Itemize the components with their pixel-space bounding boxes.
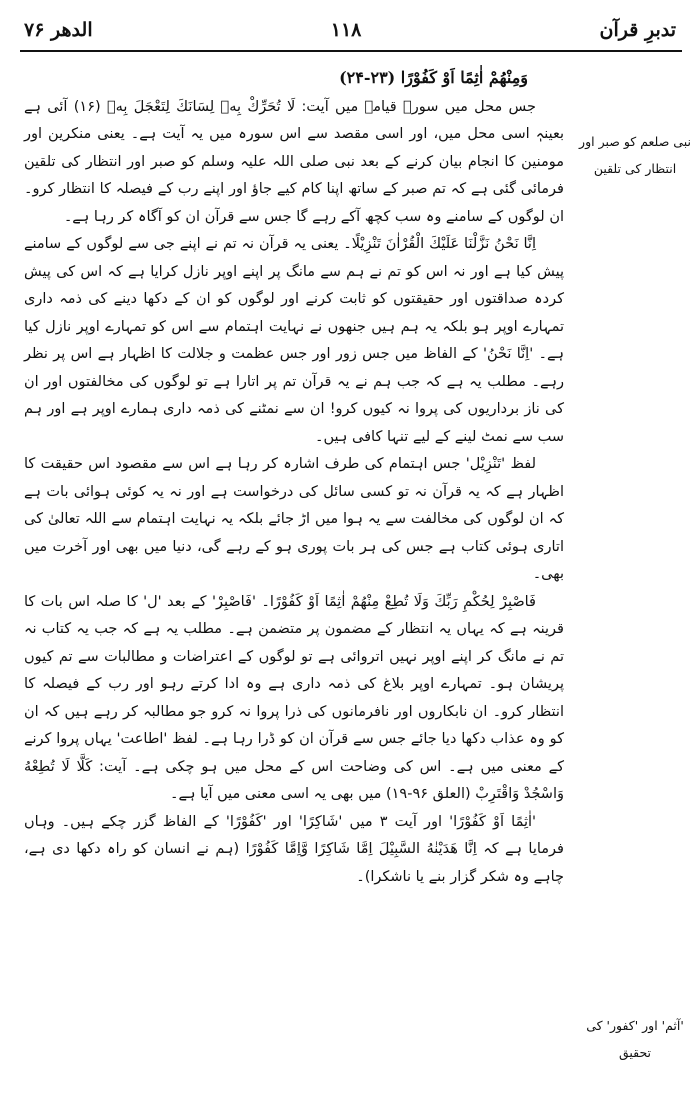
margin-notes — [576, 0, 694, 1107]
margin-note-patience: نبی صلعم کو صبر اور انتظار کی تلقین — [579, 134, 691, 176]
paragraph-3: لفظ 'تَنْزِيْل' جس اہتمام کی طرف اشارہ کر رہا ہے اس سے مقصود اس حقیقت کا اظہار ہے کہ یہ قرآن نہ تو کسی سائل کی درخواست ہے اور نہ یہ کوئی ہوائی بات ہے کہ ان لوگوں کی مخالفت سے یہ ہوا میں اڑ جائے بلکہ یہ نہایت اہتمام سے اللہ تعالیٰ کی اتاری ہوئی کتاب ہے جس کی ہر بات پوری ہو کے رہے گی، دنیا میں بھی اور آخرت میں بھی۔ — [24, 456, 564, 582]
margin-note-athim-kafur: 'آثم' اور 'کفور' کی تحقیق — [586, 1018, 684, 1060]
book-title: تدبرِ قرآن — [599, 19, 676, 41]
section-heading-verse: وَمِنْهُمْ اٰثِمًا اَوْ كَفُوْرًا (۲۳-۲۴) — [339, 68, 528, 87]
commentary-body — [24, 64, 564, 891]
paragraph-5: 'اٰثِمًا اَوْ كَفُوْرًا' اور آیت ۳ میں 'شَاكِرًا' اور 'كَفُوْرًا' کے الفاظ گزر چکے ہیں۔ وہاں فرمایا ہے کہ اِنَّا هَدَيْنٰهُ السَّبِيْلَ اِمَّا شَاكِرًا وَّاِمَّا كَفُوْرًا (ہم نے انسان کو راہ دکھا دی ہے، چاہے وہ شکر گزار بنے یا ناشکرا)۔ — [24, 813, 564, 885]
page-number: ۱۱۸ — [330, 19, 362, 41]
paragraph-1: جس محل میں سورۂ قیامہ میں آیت: لَا تُحَرِّكْ بِهٖ لِسَانَكَ لِتَعْجَلَ بِهٖ (۱۶) آئی ہے بعینہٖ اسی محل میں، اور اسی مقصد سے اس سورہ میں یہ آیت ہے۔ یعنی منکرین اور مومنین کا انجام بیان کرنے کے بعد نبی صلی اللہ علیہ وسلم کو صبر اور انتظار کی تلقین فرمائی گئی ہے کہ تم صبر کے ساتھ اپنا کام کیے جاؤ اور اپنے رب کے فیصلہ کا انتظار کرو۔ ان لوگوں کے سامنے وہ سب کچھ آکے رہے گا جس سے قرآن ان کو آگاہ کر رہا ہے۔ — [24, 98, 564, 225]
paragraph-2: اِنَّا نَحْنُ نَزَّلْنَا عَلَيْكَ الْقُرْاٰنَ تَنْزِيْلًا۔ یعنی یہ قرآن نہ تم نے اپنے جی سے لوگوں کے سامنے پیش کیا ہے اور نہ اس کو تم نے ہم سے مانگ پر اپنے اوپر نازل کرایا ہے کہ اس کی پیش کردہ صداقتوں اور حقیقتوں کو ثابت کرنے اور لوگوں کو ان کے دکھا دینے کی ذمہ داری تمہارے اوپر ہو بلکہ یہ ہم ہیں جنھوں نے نہایت اہتمام سے اس کو تمہارے اوپر نازل کیا ہے۔ 'اِنَّا نَحْنُ' کے الفاظ میں جس زور اور جس عظمت و جلالت کا اظہار ہے اس پر نظر رہے۔ مطلب یہ ہے کہ جب ہم نے یہ قرآن تم پر اتارا ہے تو لوگوں کی مخالفتوں اور ان کی ناز برداریوں کی پروا نہ کیوں کرو! ان سے نمٹنے کی ذمہ داری ہمارے اوپر ہے اور ہم سب سے نمٹ لینے کے لیے تنہا کافی ہیں۔ — [24, 236, 564, 445]
surah-reference: الدھر ۷۶ — [24, 19, 93, 41]
paragraph-4: فَاصْبِرْ لِحُكْمِ رَبِّكَ وَلَا تُطِعْ مِنْهُمْ اٰثِمًا اَوْ كَفُوْرًا۔ 'فَاصْبِرْ' کے بعد 'ل' کا صلہ اس بات کا قرینہ ہے کہ یہاں یہ انتظار کے مضمون پر متضمن ہے۔ مطلب یہ ہے کہ جب یہ کتاب نہ تم نے مانگ کر اپنے اوپر نہیں اتروائی ہے تو لوگوں کے اعتراضات و مطالبات سے تم کیوں پریشان ہو۔ تمہارے اوپر بلاغ کی ذمہ داری ہے وہ ادا کرتے رہو اور رب کے فیصلہ کا انتظار کرو۔ ان نابکاروں اور نافرمانوں کی ذرا پروا نہ کرو جو مطالبہ کر رہے ہیں کہ ان کو وہ عذاب دکھا دیا جائے جس سے قرآن ان کو ڈرا رہا ہے۔ لفظ 'اطاعت' یہاں پروا کرنے کے معنی میں ہے۔ اس کی وضاحت اس کے محل میں ہو چکی ہے۔ آیت: كَلَّا لَا تُطِعْهُ وَاسْجُدْ وَاقْتَرِبْ (العلق ۹۶-۱۹) میں بھی یہ اسی معنی میں آیا ہے۔ — [24, 593, 564, 802]
